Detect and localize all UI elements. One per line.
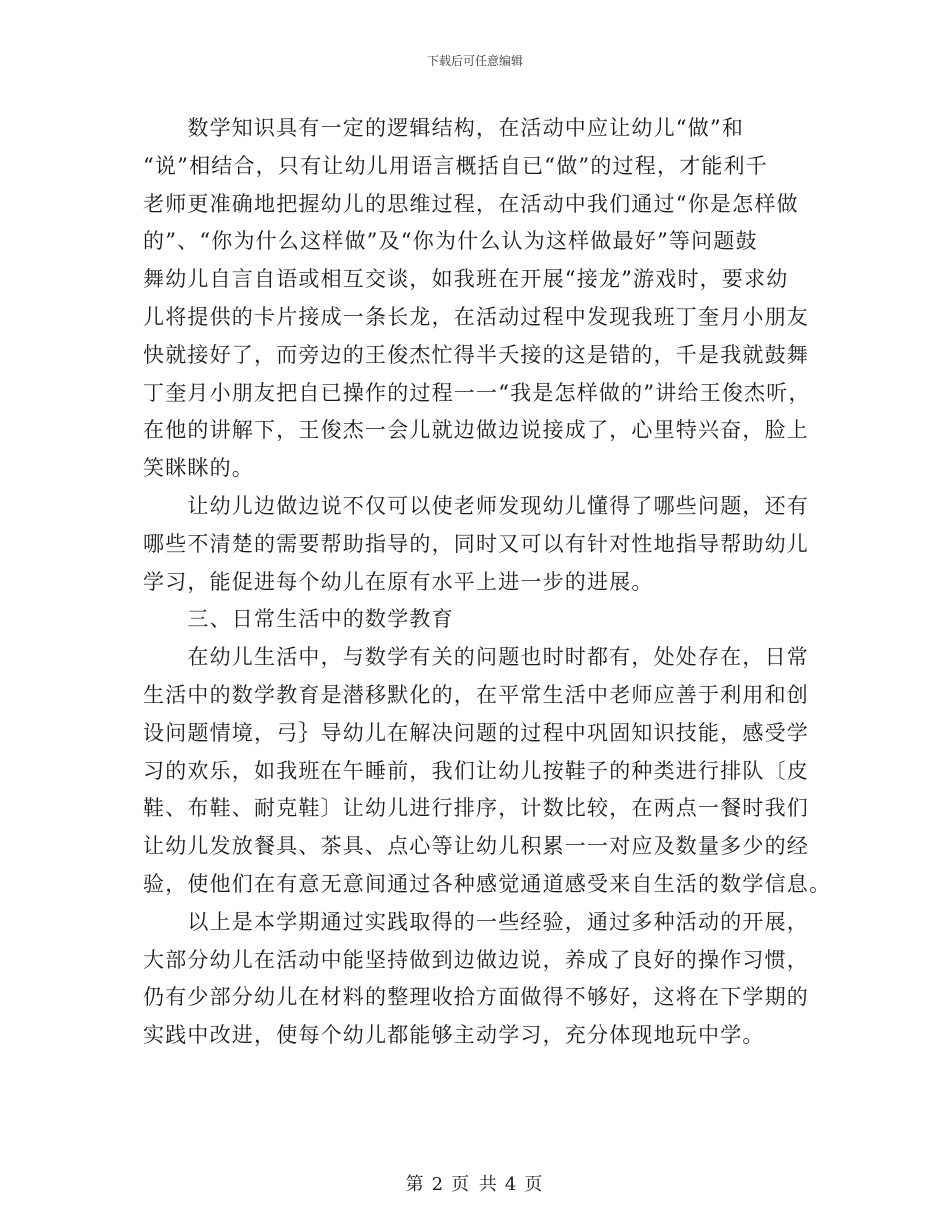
text-line: 老师更准确地把握幼儿的思维过程，在活动中我们通过“你是怎样做 [143, 191, 799, 216]
section-heading: 三、日常生活中的数学教育 [143, 607, 454, 632]
text-line: 大部分幼儿在活动中能坚持做到边做边说，养成了良好的操作习惯， [143, 947, 809, 972]
footer-prefix: 第 [405, 1174, 426, 1195]
text-line: 快就接好了，而旁边的王俊杰忙得半夭接的这是错的，千是我就鼓舞 [143, 342, 809, 367]
document-body [143, 110, 832, 1055]
text-line: 笑眯眯的。 [143, 456, 254, 481]
page-number: 2 [431, 1174, 446, 1195]
text-line: “说”相结合，只有让幼儿用语言概括自已“做”的过程，才能利千 [143, 153, 768, 178]
text-line: 让幼儿边做边说不仅可以使老师发现幼儿懂得了哪些问题，还有 [143, 493, 809, 518]
text-line: 丁奎月小朋友把自已操作的过程一一“我是怎样做的”讲给王俊杰听， [143, 380, 811, 405]
text-line: 实践中改进，使每个幼儿都能够主动学习，充分体现地玩中学。 [143, 1023, 765, 1048]
text-line: 仍有少部分幼儿在材料的整理收拾方面做得不够好，这将在下学期的 [143, 985, 809, 1010]
text-line: 生活中的数学教育是潜移默化的，在平常生活中老师应善于利用和创 [143, 682, 809, 707]
text-line: 以上是本学期通过实践取得的一些经验，通过多种活动的开展， [143, 909, 809, 934]
text-line: 舞幼儿自言自语或相互交谈，如我班在开展“接龙”游戏时，要求幼 [143, 267, 789, 292]
text-line: 儿将提供的卡片接成一条长龙，在活动过程中发现我班丁奎月小朋友 [143, 304, 809, 329]
text-line: 学习，能促进每个幼儿在原有水平上进一步的进展。 [143, 569, 654, 594]
text-line: 设问题情境，弓｝导幼儿在解决问题的过程中巩固知识技能，感受学 [143, 720, 809, 745]
text-line: 让幼儿发放餐具、茶具、点心等让幼儿积累一一对应及数量多少的经 [143, 834, 809, 859]
page-header: 下载后可任意编辑 [426, 54, 523, 68]
text-line: 鞋、布鞋、耐克鞋〕让幼儿进行排序，计数比较，在两点一餐时我们 [143, 796, 809, 821]
footer-suffix: 页 [524, 1174, 545, 1195]
footer-middle: 页 共 [451, 1174, 499, 1195]
total-pages: 4 [504, 1174, 519, 1195]
text-line: 习的欢乐，如我班在午睡前，我们让幼儿按鞋子的种类进行排队〔皮 [143, 758, 809, 783]
text-line: 哪些不清楚的需要帮助指导的，同时又可以有针对性地指导帮助幼儿 [143, 531, 809, 556]
text-line: 在他的讲解下，王俊杰一会儿就边做边说接成了，心里特兴奋，脸上 [143, 418, 809, 443]
text-line: 的”、“你为什么这样做”及“你为什么认为这样做最好”等问题鼓 [143, 229, 758, 254]
page-footer [0, 1170, 950, 1196]
text-line: 验，使他们在有意无意间通过各种感觉通道感受来自生活的数学信息。 [143, 871, 832, 896]
text-line: 在幼儿生活中，与数学有关的问题也时时都有，处处存在，日常 [143, 645, 809, 670]
text-line: 数学知识具有一定的逻辑结构，在活动中应让幼儿“做”和 [143, 116, 745, 140]
